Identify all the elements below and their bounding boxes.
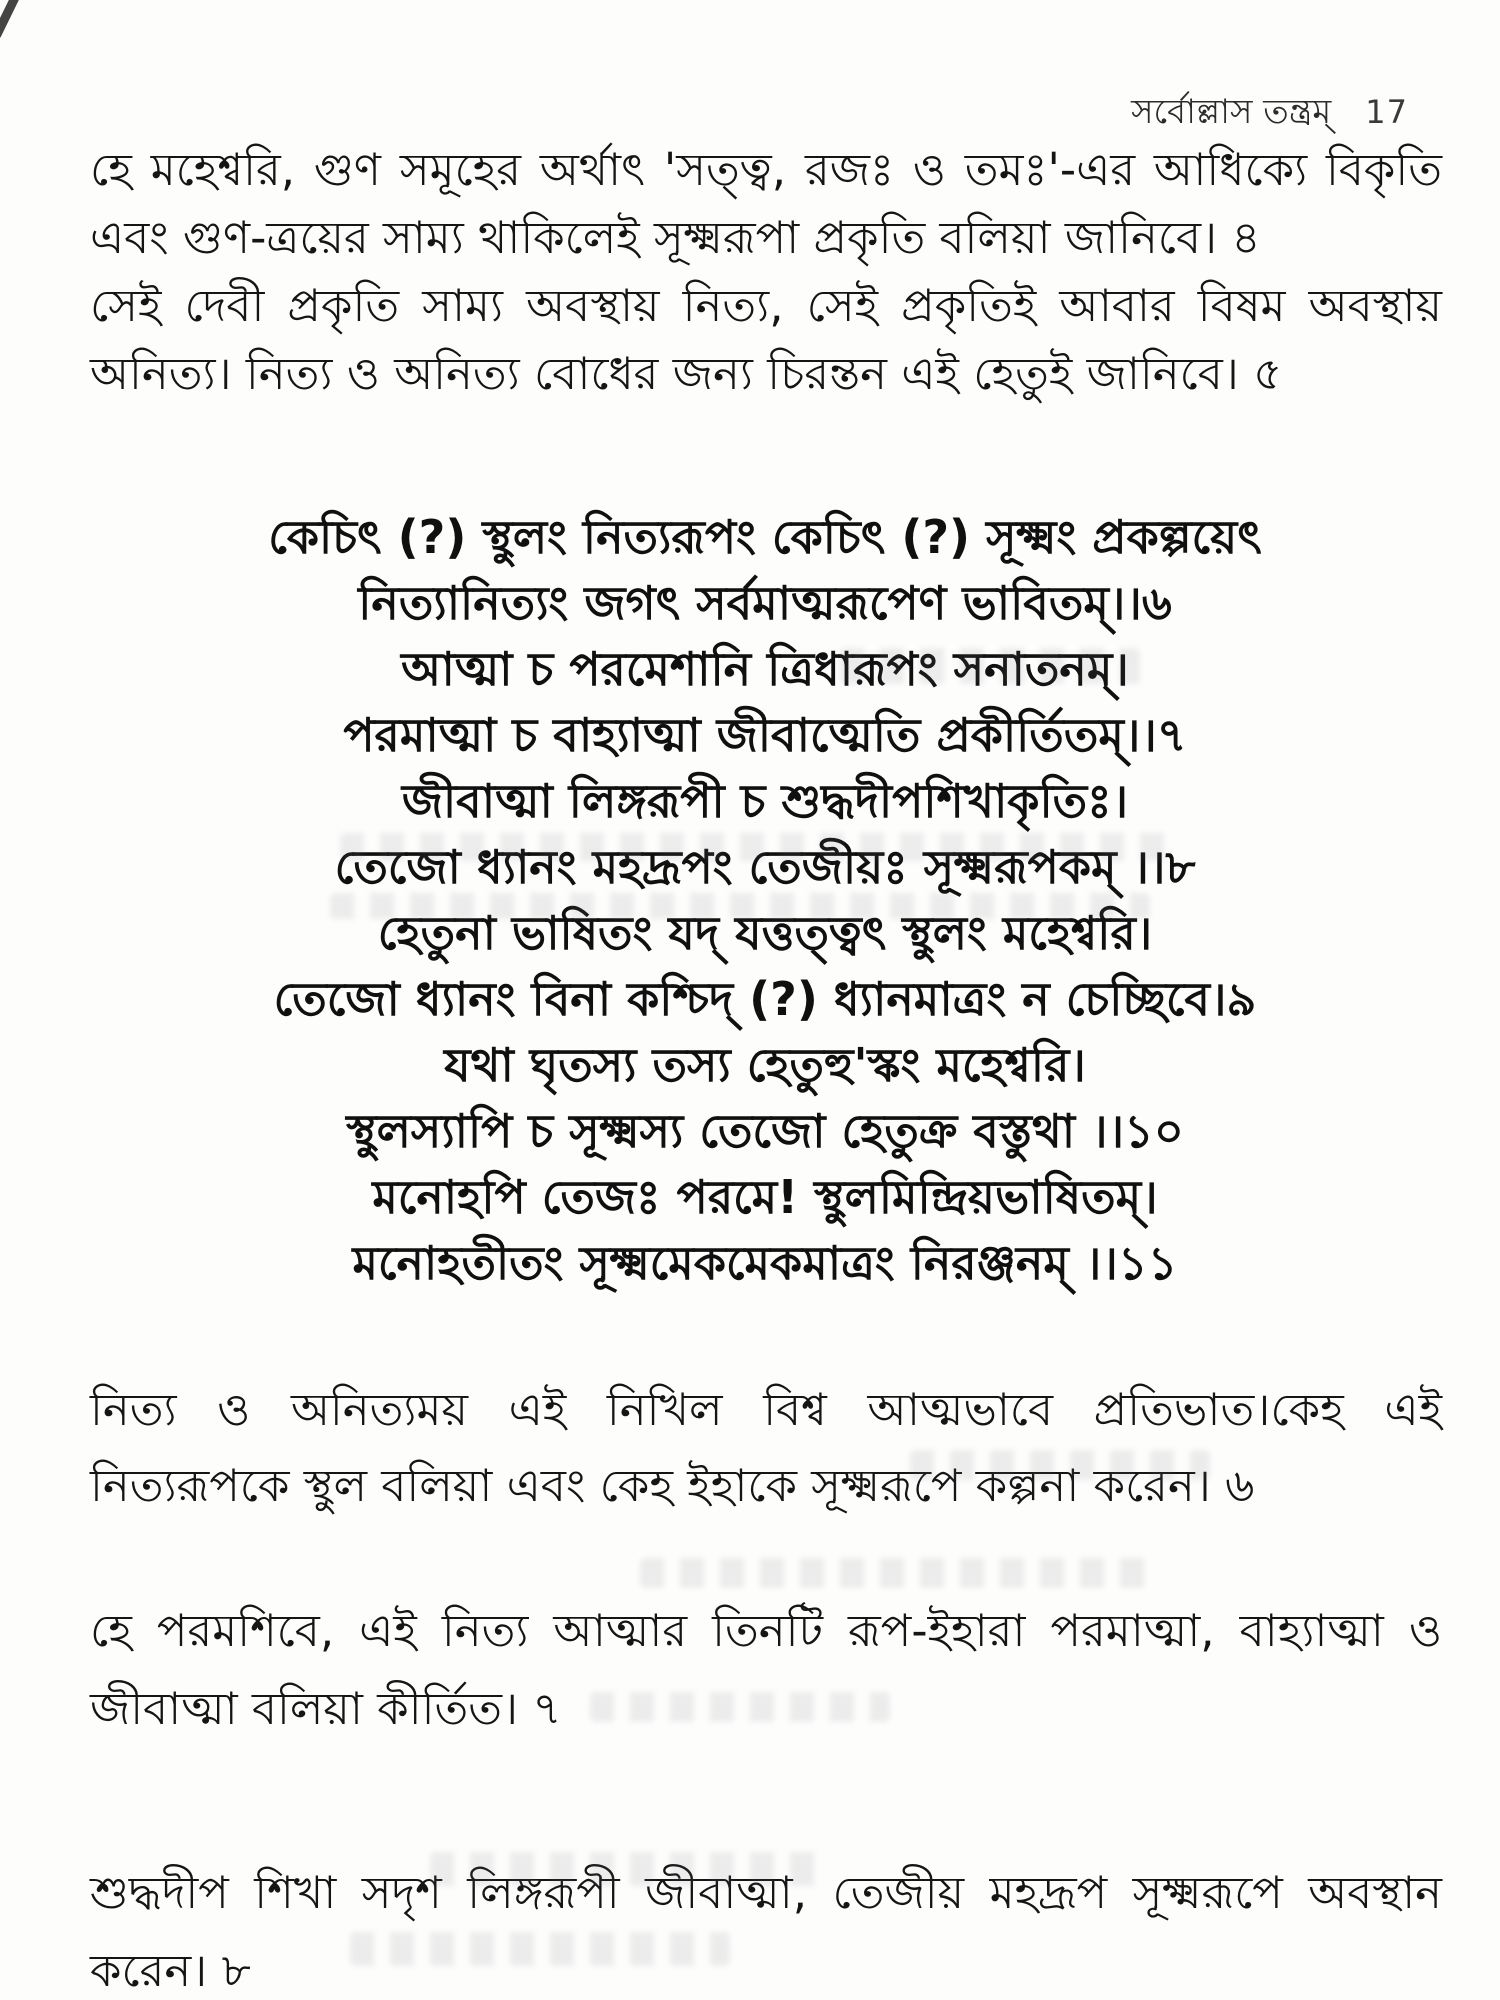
- paragraph-3: [90, 1592, 1442, 1748]
- text-line: জীবাত্মা বলিয়া কীর্তিত। ৭: [90, 1682, 562, 1735]
- verse-line: আত্মা চ পরমেশানি ত্রিধারূপং সনাতনম্।: [401, 642, 1129, 696]
- verse-line: স্থুলস্যাপি চ সূক্ষ্মস্য তেজো হেতুক্র বস্তুথা ।।১০: [346, 1104, 1184, 1158]
- paragraph-1: [90, 136, 1442, 408]
- verse-line: নিত্যানিত্যং জগৎ সর্বমাত্মরূপেণ ভাবিতম্।।৬: [358, 576, 1172, 630]
- text-line: করেন। ৮: [90, 1944, 251, 1997]
- paragraph-2: [90, 1372, 1442, 1524]
- text-line: হে মহেশ্বরি, গুণ সমূহের অর্থাৎ 'সত্ত্ব, রজঃ ও তমঃ'-এর আধিক্যে বিকৃতি: [90, 143, 1442, 196]
- text-line: হে পরমশিবে, এই নিত্য আত্মার তিনটি রূপ-ইহারা পরমাত্মা, বাহ্যাত্মা ও: [90, 1604, 1442, 1657]
- verse-block: [90, 504, 1440, 1296]
- text-line: শুদ্ধদীপ শিখা সদৃশ লিঙ্গরূপী জীবাত্মা, তেজীয় মহদ্রূপ সূক্ষ্মরূপে অবস্থান: [90, 1866, 1442, 1919]
- verse-line: মনোহতীতং সূক্ষ্মমেকমেকমাত্রং নিরঞ্জনম্ ।।১১: [352, 1236, 1178, 1290]
- paragraph-4: [90, 1854, 1442, 2000]
- text-line: নিত্য ও অনিত্যময় এই নিখিল বিশ্ব আত্মভাবে প্রতিভাত।কেহ এই: [90, 1383, 1442, 1436]
- verse-line: কেচিৎ (?) স্থুলং নিত্যরূপং কেচিৎ (?) সূক্ষ্মং প্রকল্পয়েৎ: [268, 510, 1262, 564]
- text-line: নিত্যরূপকে স্থুল বলিয়া এবং কেহ ইহাকে সূক্ষ্মরূপে কল্পনা করেন। ৬: [90, 1459, 1255, 1512]
- bleed-through-artifact: [640, 1558, 1160, 1588]
- verse-line: মনোহপি তেজঃ পরমে! স্থুলমিন্দ্রিয়ভাষিতম্।: [372, 1170, 1158, 1224]
- page-number: 17: [1365, 93, 1408, 131]
- verse-line: তেজো ধ্যানং বিনা কশ্চিদ্ (?) ধ্যানমাত্রং ন চেচ্ছিবে।৯: [273, 972, 1257, 1026]
- text-line: সেই দেবী প্রকৃতি সাম্য অবস্থায় নিত্য, সেই প্রকৃতিই আবার বিষম অবস্থায়: [90, 279, 1442, 332]
- verse-line: জীবাত্মা লিঙ্গরূপী চ শুদ্ধদীপশিখাকৃতিঃ।: [401, 774, 1129, 828]
- verse-line: তেজো ধ্যানং মহদ্রূপং তেজীয়ঃ সূক্ষ্মরূপকম্ ।।৮: [334, 840, 1196, 894]
- running-header: [1131, 86, 1408, 143]
- text-line: এবং গুণ-ত্রয়ের সাম্য থাকিলেই সূক্ষ্মরূপা প্রকৃতি বলিয়া জানিবে। ৪: [90, 211, 1261, 264]
- verse-line: পরমাত্মা চ বাহ্যাত্মা জীবাত্মেতি প্রকীর্তিতম্।।৭: [343, 708, 1187, 762]
- verse-line: যথা ঘৃতস্য তস্য হেতুহু'স্কং মহেশ্বরি।: [444, 1038, 1086, 1092]
- scan-corner-artifact: [0, 0, 21, 38]
- text-line: অনিত্য। নিত্য ও অনিত্য বোধের জন্য চিরন্তন এই হেতুই জানিবে। ৫: [90, 347, 1283, 400]
- running-title: সর্বোল্লাস তন্ত্রম্: [1131, 92, 1332, 132]
- verse-line: হেতুনা ভাষিতং যদ্ যত্তত্ত্বৎ স্থুলং মহেশ্বরি।: [377, 906, 1153, 960]
